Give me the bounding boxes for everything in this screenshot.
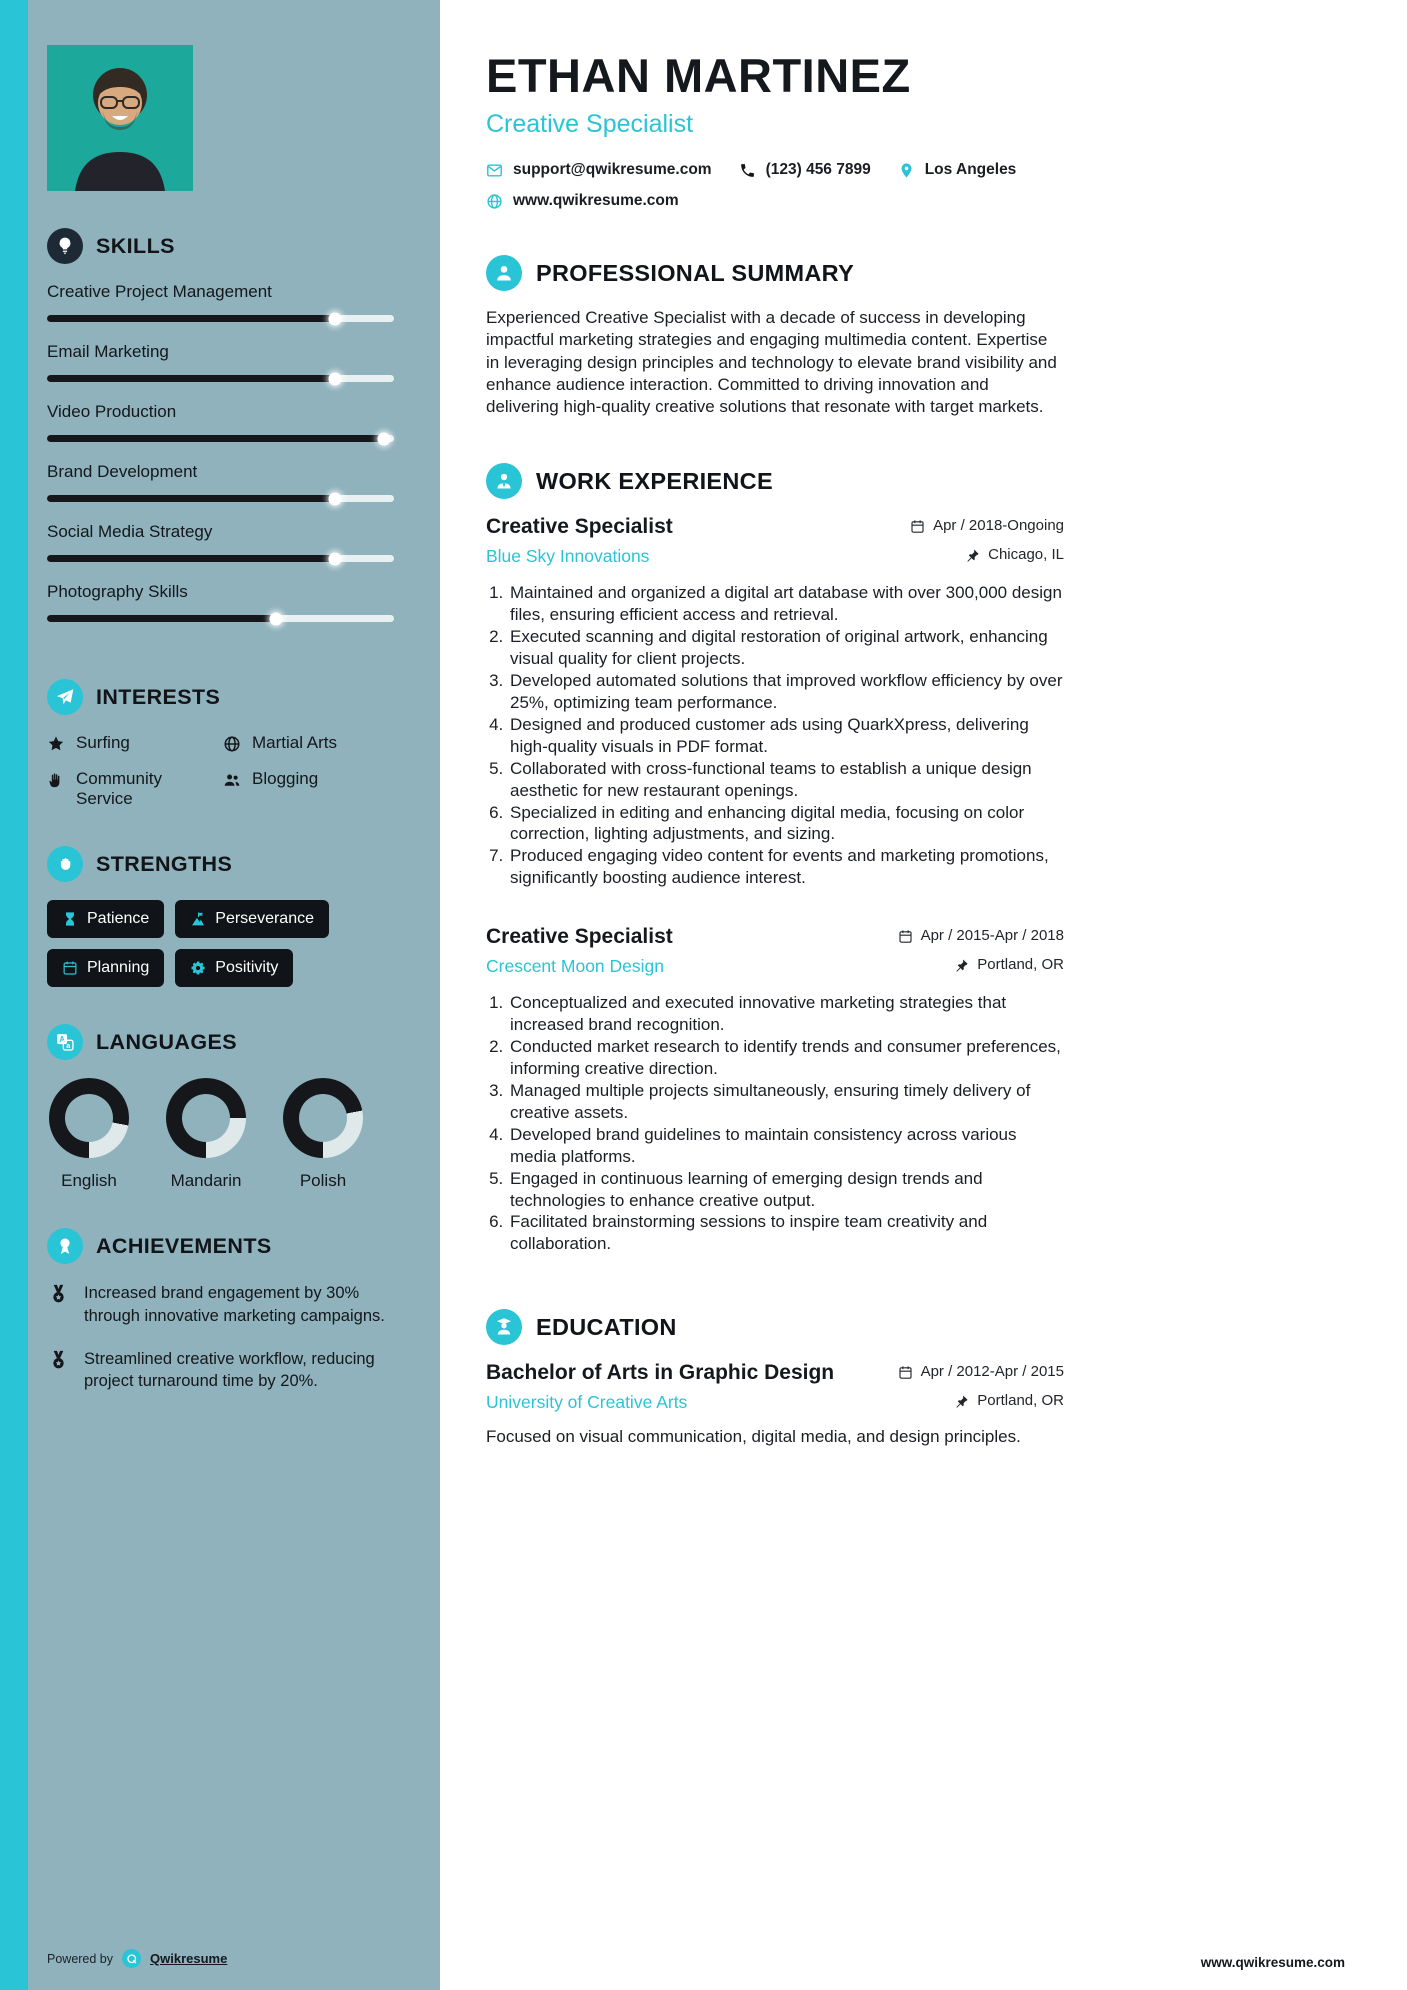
achievements-section [47,1228,394,1413]
languages-header [47,1024,394,1060]
achievement-text: Increased brand engagement by 30% through innovative marketing campaigns. [84,1284,385,1325]
interests-header [47,679,394,715]
interests-section [47,679,394,809]
skill-bar-fill [47,435,384,442]
interest-label: Surfing [76,733,130,752]
accent-strip [0,0,28,1990]
summary-title: PROFESSIONAL SUMMARY [536,259,855,286]
skill-label: Email Marketing [47,342,169,361]
strength-label: Perseverance [215,910,314,927]
location-item [898,161,1017,179]
skill-bar [47,435,394,442]
skill-bar [47,315,394,322]
skill-bar-knob [377,432,390,445]
interest-label: Blogging [252,769,319,788]
language-donut [283,1078,363,1158]
job-bullet: 6. Specialized in editing and enhancing digital media, focusing on color correction, lighting adjustments, and sizing. [508,802,1064,846]
job-bullet: 4. Designed and produced customer ads using QuarkXpress, delivering high-quality visuals in PDF format. [508,714,1064,758]
strength-label: Positivity [215,959,279,976]
skill-bar [47,555,394,562]
languages-list [47,1078,394,1191]
job-bullet: 3. Developed automated solutions that improved workflow efficiency by over 25%, optimizing team performance. [508,670,1064,714]
job-bullet: 7. Produced engaging video content for events and marketing promotions, significantly boosting audience interest. [508,845,1064,889]
website-item[interactable] [486,192,679,210]
skill-bar [47,375,394,382]
interest-label: Martial Arts [252,733,338,752]
strengths-section [47,846,394,987]
skill-bar-fill [47,495,335,502]
language-label: English [61,1171,117,1190]
job-company: Crescent Moon Design [486,956,664,977]
website-row [486,192,1064,210]
strengths-list [47,900,377,987]
job-company-row [486,956,1064,977]
job-location [965,546,1064,563]
education-header [486,1309,1064,1345]
user-tie-icon [486,463,522,499]
job-title-row [486,515,1064,539]
profile-photo [47,45,193,191]
star-icon [47,735,65,753]
calendar-icon [898,929,913,944]
job-bullet: 3. Managed multiple projects simultaneously, ensuring timely delivery of creative assets. [508,1080,1064,1124]
job-bullet: 1. Maintained and organized a digital art database with over 300,000 design files, ensuring efficient access and retrieval. [508,582,1064,626]
interest-label: Community Service [76,769,162,808]
email-item[interactable] [486,161,712,179]
medal-icon [47,1283,70,1306]
education-dates [898,1363,1064,1380]
hand-icon [47,771,65,789]
globe-icon [486,193,503,210]
skill-bar [47,495,394,502]
calendar-icon [62,960,78,976]
education-school: University of Creative Arts [486,1392,688,1413]
svg-text:a: a [66,1042,71,1051]
achievement-text: Streamlined creative workflow, reducing project turnaround time by 20%. [84,1349,375,1391]
pushpin-icon [965,548,980,563]
interests-list [47,733,394,809]
job-dates-value: Apr / 2015-Apr / 2018 [920,927,1064,945]
skill-label: Social Media Strategy [47,522,213,541]
language-item [281,1078,365,1191]
skills-header [47,228,394,264]
education-title: EDUCATION [536,1313,677,1340]
paper-plane-icon [47,679,83,715]
skill-label: Video Production [47,402,177,421]
qwikresume-link[interactable]: Qwikresume [150,1951,228,1966]
phone-icon [739,162,756,179]
experience-title: WORK EXPERIENCE [536,467,773,494]
powered-by-label: Powered by [47,1951,114,1966]
education-location-value: Portland, OR [977,1392,1064,1410]
person-name: ETHAN MARTINEZ [486,49,911,102]
contact-row [486,161,1064,179]
skill-item [47,402,394,442]
strengths-title: STRENGTHS [96,851,233,876]
job-title-row [486,925,1064,949]
job-location-value: Chicago, IL [988,546,1064,564]
skills-title: SKILLS [96,233,175,258]
sidebar-footer [47,1949,394,1970]
language-label: Mandarin [170,1171,242,1190]
calendar-icon [898,1365,913,1380]
skill-item [47,462,394,502]
strength-pill [175,900,329,938]
envelope-icon [486,162,503,179]
strength-pill [47,949,164,987]
main-column [486,48,1064,1449]
ribbon-badge-icon [47,1228,83,1264]
skill-item [47,522,394,562]
gear-icon [190,960,206,976]
email-value: support@qwikresume.com [513,161,712,178]
education-degree: Bachelor of Arts in Graphic Design [486,1361,835,1385]
users-icon [223,771,241,789]
job-bullet-list [486,582,1064,889]
flag-icon [190,911,206,927]
skill-label: Photography Skills [47,582,188,601]
job-bullet-list [486,992,1064,1255]
strength-label: Planning [87,959,150,976]
translate-icon [47,1024,83,1060]
job-bullet: 4. Developed brand guidelines to maintain consistency across various media platforms. [508,1124,1064,1168]
user-icon [486,255,522,291]
globe-icon [223,735,241,753]
skill-bar-fill [47,375,335,382]
pushpin-icon [954,958,969,973]
skill-item [47,582,394,622]
skills-list [47,282,394,622]
job-location-value: Portland, OR [977,956,1064,974]
skill-bar-knob [270,612,283,625]
location-value: Los Angeles [924,161,1017,178]
education-dates-value: Apr / 2012-Apr / 2015 [920,1363,1064,1381]
language-donut [49,1078,129,1158]
job-bullet: 6. Facilitated brainstorming sessions to inspire team creativity and collaboration. [508,1211,1064,1255]
map-pin-icon [898,162,915,179]
education-description: Focused on visual communication, digital media, and design principles. [486,1427,1021,1447]
phone-item[interactable] [739,161,871,179]
interests-title: INTERESTS [96,684,221,709]
job-role: Creative Specialist [486,925,673,949]
education-school-row [486,1392,1064,1413]
skill-label: Brand Development [47,462,198,481]
job-entry [486,515,1064,889]
job-bullet: 2. Executed scanning and digital restoration of original artwork, enhancing visual quality for client projects. [508,626,1064,670]
strength-pill [175,949,293,987]
svg-text:A: A [59,1035,65,1044]
job-dates [898,927,1064,944]
hourglass-icon [62,911,78,927]
languages-section [47,1024,394,1191]
skill-item [47,282,394,322]
education-location [954,1392,1064,1409]
job-role: Creative Specialist [486,515,673,539]
job-bullet: 5. Collaborated with cross-functional teams to establish a unique design aesthetic for new restaurant openings. [508,758,1064,802]
strength-label: Patience [87,910,150,927]
summary-header [486,255,1064,291]
person-title: Creative Specialist [486,110,694,138]
achievements-list [47,1282,394,1393]
job-company-row [486,546,1064,567]
achievements-header [47,1228,394,1264]
skill-bar-knob [329,552,342,565]
job-bullet: 5. Engaged in continuous learning of emerging design trends and technologies to enhance creative output. [508,1168,1064,1212]
job-bullet: 2. Conducted market research to identify trends and consumer preferences, informing creative direction. [508,1036,1064,1080]
education-entry [486,1361,1064,1448]
website-value: www.qwikresume.com [513,192,679,209]
summary-text: Experienced Creative Specialist with a decade of success in developing impactful marketing strategies and engaging multimedia content. Expertise in leveraging design principles and technology to elevate brand visibility and enhance audience interaction. Committed to driving innovation and delivering high-quality creative solutions that resonate with target markets. [486,308,1057,417]
phone-value: (123) 456 7899 [765,161,871,178]
job-dates-value: Apr / 2018-Ongoing [933,517,1064,535]
calendar-icon [910,519,925,534]
main-content [440,0,1407,1990]
interest-item [47,769,223,809]
skill-item [47,342,394,382]
skills-section [47,228,394,642]
interest-item [223,733,394,753]
achievement-item [47,1348,394,1394]
skill-bar-fill [47,315,335,322]
interest-item [47,733,223,753]
job-location [954,956,1064,973]
experience-header [486,463,1064,499]
skill-bar-fill [47,615,276,622]
languages-title: LANGUAGES [96,1029,237,1054]
skill-label: Creative Project Management [47,282,272,301]
job-bullet: 1. Conceptualized and executed innovative marketing strategies that increased brand recognition. [508,992,1064,1036]
graduate-icon [486,1309,522,1345]
footer-website[interactable]: www.qwikresume.com [1200,1955,1345,1970]
achievements-title: ACHIEVEMENTS [96,1233,272,1258]
lightbulb-icon [47,228,83,264]
pushpin-icon [954,1394,969,1409]
language-donut [166,1078,246,1158]
interest-item [223,769,394,809]
strength-pill [47,900,164,938]
sidebar [0,0,440,1990]
medal-icon [47,1349,70,1372]
achievement-item [47,1282,394,1328]
skill-bar-fill [47,555,335,562]
language-item [47,1078,131,1191]
sidebar-content [28,0,440,1990]
skill-bar-knob [329,492,342,505]
job-entry [486,925,1064,1255]
strengths-header [47,846,394,882]
qwikresume-logo-icon [122,1949,141,1968]
fist-icon [47,846,83,882]
language-label: Polish [299,1171,347,1190]
language-item [164,1078,248,1191]
education-degree-row [486,1361,1064,1385]
job-company: Blue Sky Innovations [486,546,650,567]
skill-bar-knob [329,372,342,385]
job-dates [910,517,1064,534]
skill-bar [47,615,394,622]
skill-bar-knob [329,312,342,325]
